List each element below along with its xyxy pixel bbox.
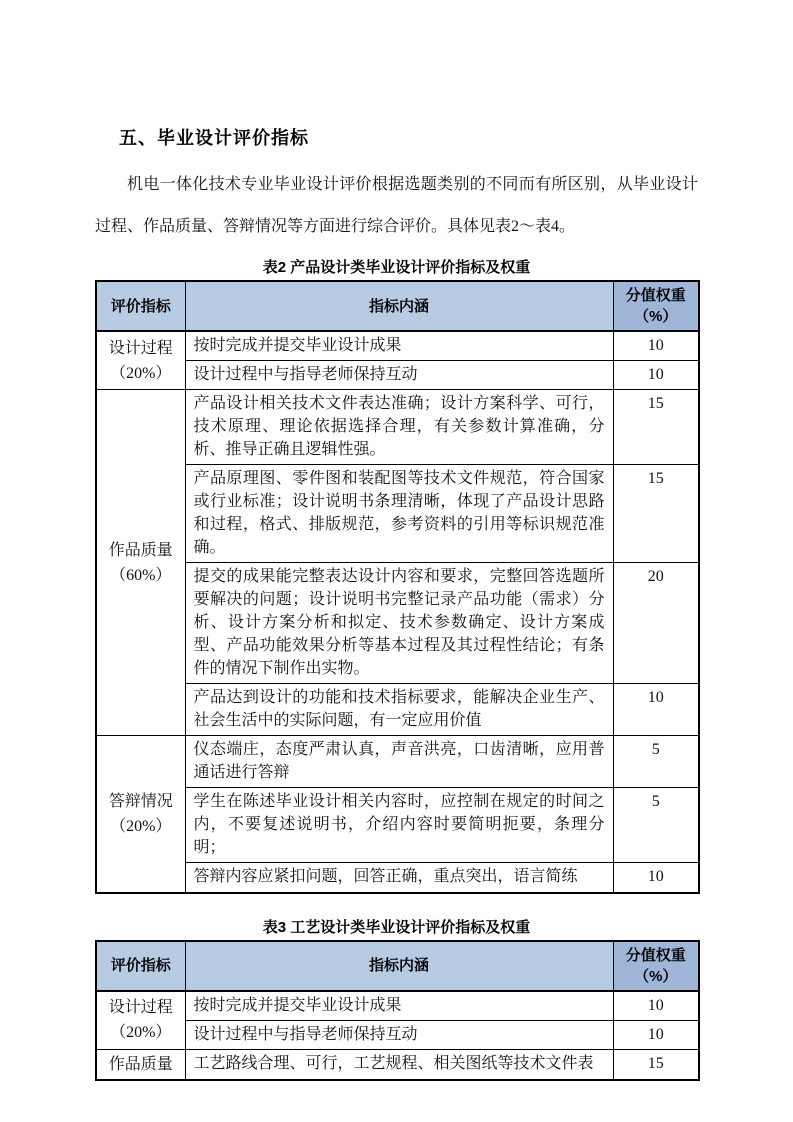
indicator-group-cell — [96, 991, 185, 1050]
table-row — [96, 991, 699, 1021]
table-row — [96, 1020, 699, 1049]
table2-header-indicator: 评价指标 — [96, 281, 185, 331]
indicator-group-cell — [96, 390, 185, 736]
table3-header-weight-line2: （%） — [634, 967, 678, 985]
table-row — [96, 863, 699, 893]
criterion-text: 学生在陈述毕业设计相关内容时，应控制在规定的时间之内，不要复述说明书，介绍内容时要简明扼要，条理分明； — [185, 788, 613, 863]
table3-header-weight — [613, 941, 699, 991]
indicator-group-label: 答辩情况 — [108, 792, 173, 810]
indicator-group-cell — [96, 1049, 185, 1080]
indicator-group-label: 作品质量 — [108, 1055, 173, 1073]
table3-header-content: 指标内涵 — [185, 941, 613, 991]
criterion-text: 答辩内容应紧扣问题，回答正确，重点突出，语言简练 — [185, 863, 613, 893]
table-row — [96, 331, 699, 361]
criterion-text: 设计过程中与指导老师保持互动 — [185, 1020, 613, 1049]
criterion-text: 仪态端庄，态度严肃认真，声音洪亮，口齿清晰，应用普通话进行答辩 — [185, 736, 613, 788]
table-row — [96, 390, 699, 465]
criterion-score: 10 — [613, 863, 699, 893]
indicator-group-weight: （60%） — [110, 566, 172, 584]
criterion-score: 15 — [613, 1049, 699, 1080]
table-row — [96, 563, 699, 684]
criterion-score: 10 — [613, 1020, 699, 1049]
table-row — [96, 465, 699, 563]
indicator-group-weight: （20%） — [110, 364, 172, 382]
criterion-text: 设计过程中与指导老师保持互动 — [185, 361, 613, 390]
criterion-score: 5 — [613, 736, 699, 788]
table2-header-content: 指标内涵 — [185, 281, 613, 331]
criterion-score: 10 — [613, 331, 699, 361]
criterion-text: 工艺路线合理、可行，工艺规程、相关图纸等技术文件表 — [185, 1049, 613, 1080]
table3-header-indicator: 评价指标 — [96, 941, 185, 991]
criterion-score: 10 — [613, 991, 699, 1021]
table2-header-weight-line1: 分值权重 — [625, 287, 686, 304]
criterion-score: 20 — [613, 563, 699, 684]
criterion-score: 15 — [613, 390, 699, 465]
criterion-score: 10 — [613, 684, 699, 736]
criterion-text: 产品原理图、零件图和装配图等技术文件规范，符合国家或行业标准；设计说明书条理清晰，体现了产品设计思路和过程，格式、排版规范，参考资料的引用等标识规范准确。 — [185, 465, 613, 563]
table-row — [96, 684, 699, 736]
criterion-text: 产品达到设计的功能和技术指标要求，能解决企业生产、社会生活中的实际问题，有一定应用价值 — [185, 684, 613, 736]
table3-evaluation — [95, 940, 700, 1081]
intro-paragraph: 机电一体化技术专业毕业设计评价根据选题类别的不同而有所区别，从毕业设计过程、作品质量、答辩情况等方面进行综合评价。具体见表2～表4。 — [95, 176, 698, 235]
table-row — [96, 736, 699, 788]
indicator-group-label: 设计过程 — [108, 339, 173, 357]
table2-header-row — [96, 281, 699, 331]
criterion-score: 10 — [613, 361, 699, 390]
table-row — [96, 361, 699, 390]
criterion-score: 5 — [613, 788, 699, 863]
table2-header-weight-line2: （%） — [634, 308, 678, 325]
indicator-group-cell — [96, 331, 185, 390]
table2-evaluation — [95, 280, 700, 894]
table3-header-row — [96, 941, 699, 991]
table2-caption: 表2 产品设计类毕业设计评价指标及权重 — [262, 259, 531, 276]
indicator-group-weight: （20%） — [110, 817, 172, 835]
table3-header-weight-line1: 分值权重 — [625, 946, 686, 964]
indicator-group-weight: （20%） — [110, 1024, 172, 1041]
indicator-group-cell — [96, 736, 185, 893]
criterion-text: 按时完成并提交毕业设计成果 — [185, 331, 613, 361]
indicator-group-label: 设计过程 — [108, 999, 173, 1016]
indicator-group-label: 作品质量 — [108, 541, 173, 559]
criterion-text: 按时完成并提交毕业设计成果 — [185, 991, 613, 1021]
table2-header-weight — [613, 281, 699, 331]
table-row — [96, 788, 699, 863]
table3-caption: 表3 工艺设计类毕业设计评价指标及权重 — [262, 918, 531, 936]
criterion-text: 产品设计相关技术文件表达准确；设计方案科学、可行，技术原理、理论依据选择合理，有关参数计算准确，分析、推导正确且逻辑性强。 — [185, 390, 613, 465]
criterion-text: 提交的成果能完整表达设计内容和要求，完整回答选题所要解决的问题；设计说明书完整记录产品功能（需求）分析、设计方案分析和拟定、技术参数确定、设计方案成型、产品功能效果分析等基本过程及其过程性结论；有条件的情况下制作出实物。 — [185, 563, 613, 684]
section-title: 五、毕业设计评价指标 — [119, 128, 309, 148]
criterion-score: 15 — [613, 465, 699, 563]
table-row — [96, 1049, 699, 1080]
